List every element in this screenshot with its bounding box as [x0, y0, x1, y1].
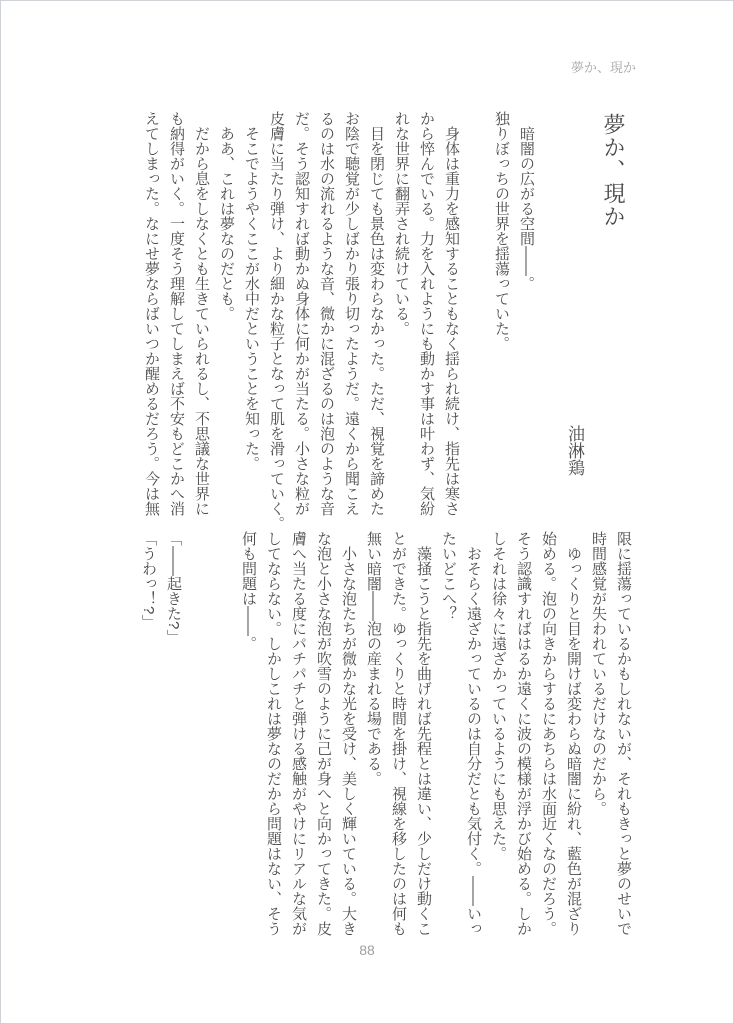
text-line: とができた。ゆっくりと時間を掛け、視線を移したのは何も	[390, 531, 407, 936]
text-line: おそらく遠ざかっているのは自分だとも気付く。――いっ	[465, 531, 482, 936]
text-line: たいどこへ？	[440, 531, 457, 621]
text-line: 時間感覚が失われているだけなのだから。	[590, 531, 607, 816]
text-line: お陰で聴覚が少しばかり張り切ったようだ。遠くから聞こえ	[343, 111, 360, 516]
text-line: そう認識すればはるか遠くに波の模様が浮かび始める。しか	[515, 531, 532, 936]
text-line: してならない。しかしこれは夢なのだから問題はない、そう	[265, 531, 282, 936]
text-line: 何も問題は――。	[240, 531, 257, 651]
text-line: 独りぼっちの世界を揺蕩っていた。	[493, 111, 510, 351]
text-line: えてしまった。なにせ夢ならばいつか醒めるだろう。今は無	[143, 111, 160, 516]
text-line: 身体は重力を感知することもなく揺られ続け、指先は寒さ	[443, 111, 460, 516]
text-line	[211, 531, 236, 945]
text-line: 始める。泡の向きからするにあちらは水面近くなのだろう。	[540, 531, 557, 936]
text-line	[464, 111, 489, 523]
text-line: な泡と小さな泡が吹雪のように己が身へと向かってきた。皮	[315, 531, 332, 936]
text-line: 小さな泡たちが微かな光を受け、美しく輝いている。大き	[340, 531, 357, 936]
text-line: 限に揺蕩っているかもしれないが、それもきっと夢のせいで	[615, 531, 632, 936]
text-line: だ。そう認知すれば動かぬ身体に何かが当たる。小さな粒が	[293, 111, 310, 516]
body-text-upper	[139, 111, 539, 531]
text-line: るのは水の流れるような音、微かに混ざるのは泡のような音	[318, 111, 335, 516]
text-line: ああ、これは夢なのだとも。	[218, 111, 235, 321]
author-name: 油淋鶏	[565, 425, 584, 476]
text-line: 無い暗闇――泡の産まれる場である。	[365, 531, 382, 786]
text-line: 藻掻こうと指先を曲げれば先程とは違い、少しだけ動くこ	[415, 531, 432, 936]
text-line	[186, 531, 211, 945]
text-line: から悴んでいる。力を入れようにも動かす事は叶わず、気紛	[418, 111, 435, 516]
running-header: 夢か、現か	[570, 60, 636, 75]
text-line: 「うわっ！?」	[140, 531, 157, 630]
body-text-lower	[136, 531, 636, 945]
text-line: 膚へ当たる度にパチパチと弾ける感触がやけにリアルな気が	[290, 531, 307, 936]
page-title: 夢か、現か	[601, 113, 626, 228]
text-line: そこでようやくここが水中だということを知った。	[243, 111, 260, 471]
text-line: 「――起きた?」	[165, 531, 182, 645]
page-number: 88	[359, 942, 375, 958]
text-line: れな世界に翻弄され続けている。	[393, 111, 410, 336]
text-line: しそれは徐々に遠ざかっているようにも思えた。	[490, 531, 507, 861]
text-line: 目を閉じても景色は変わらなかった。ただ、視覚を諦めた	[368, 111, 385, 516]
text-line: 暗闇の広がる空間――。	[518, 111, 535, 291]
text-line: も納得がいく。一度そう理解してしまえば不安もどこかへ消	[168, 111, 185, 516]
text-line: 皮膚に当たり弾け、より細かな粒子となって肌を滑っていく。	[268, 111, 285, 531]
text-line: だから息をしなくとも生きていられるし、不思議な世界に	[193, 111, 210, 516]
text-line: ゆっくりと目を開けば変わらぬ暗闇に紛れ、藍色が混ざり	[565, 531, 582, 936]
